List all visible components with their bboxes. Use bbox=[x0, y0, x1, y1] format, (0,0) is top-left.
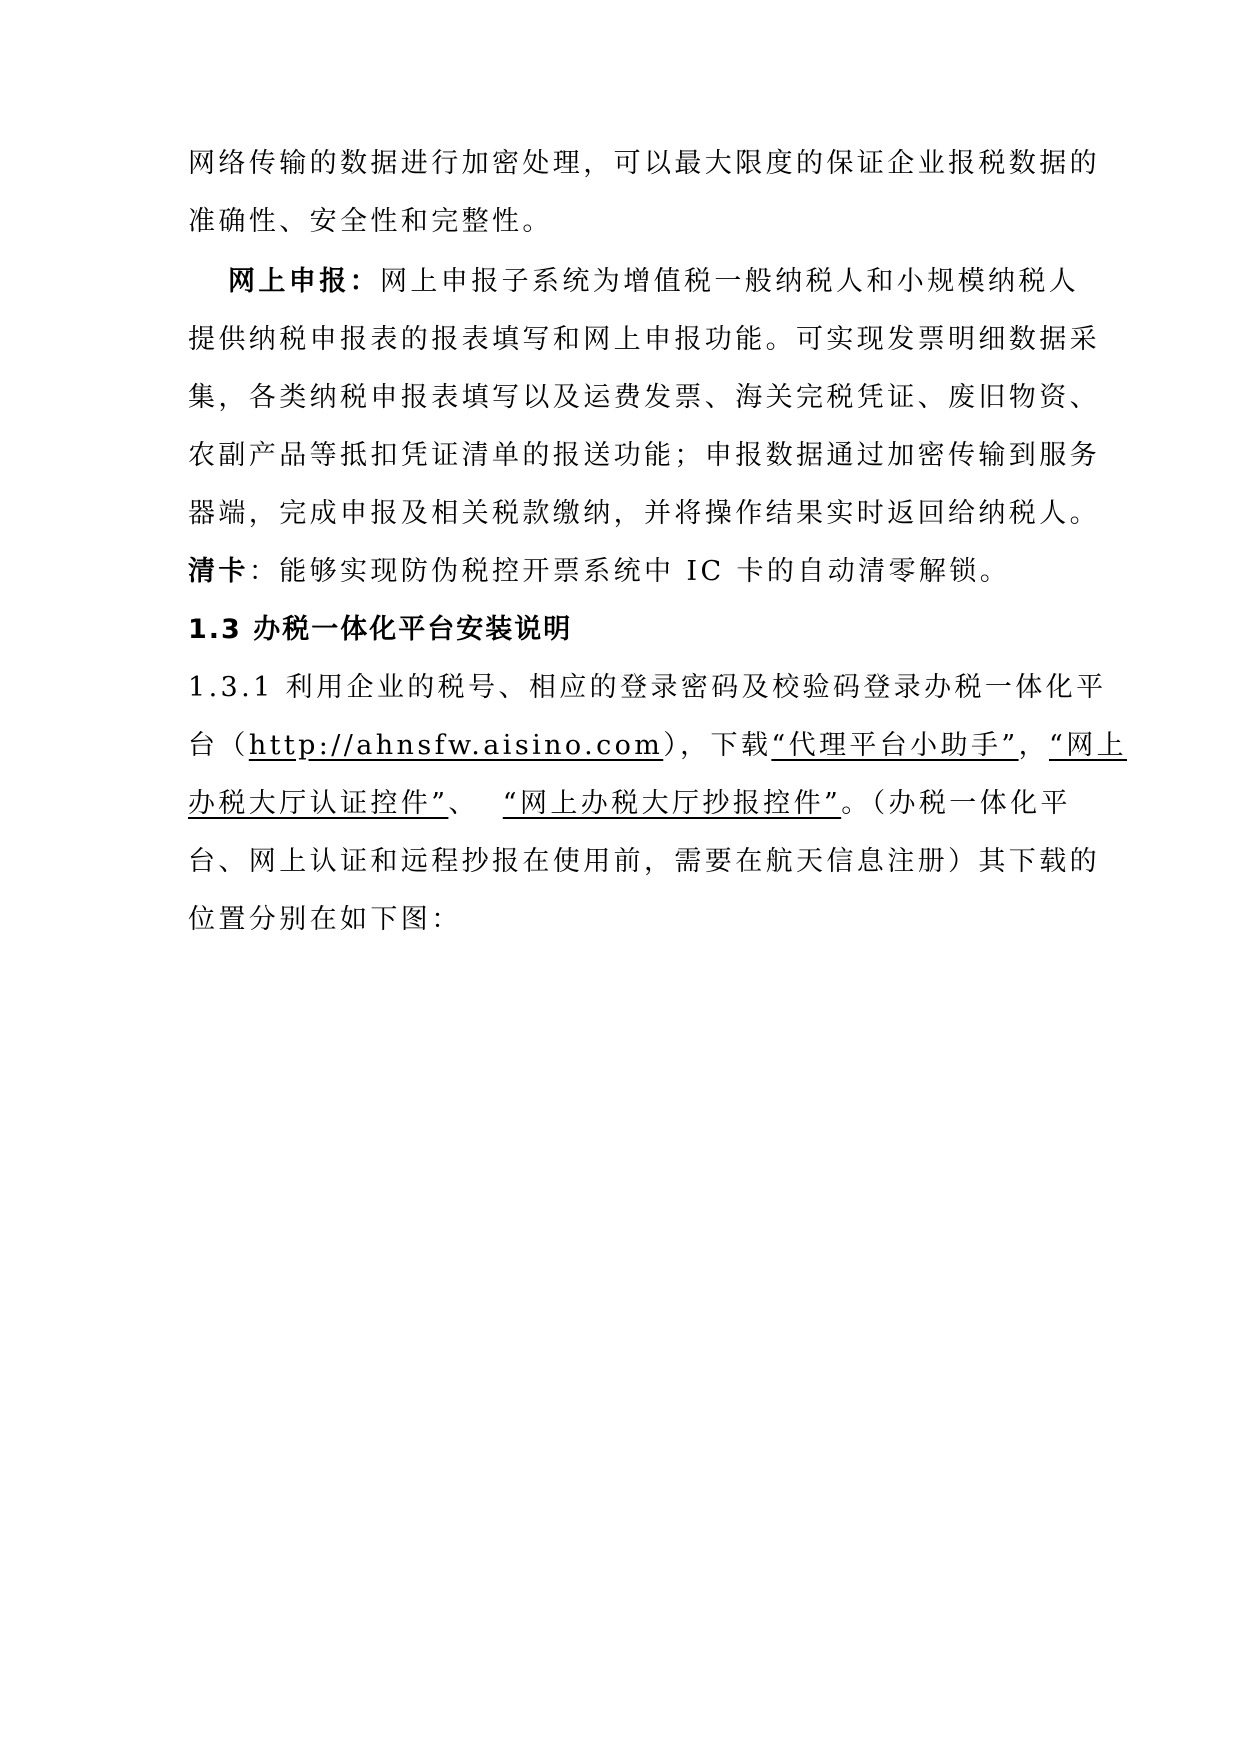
paragraph-line: 1.3.1 利用企业的税号、相应的登录密码及校验码登录办税一体化平 bbox=[188, 672, 1107, 703]
paragraph-line: 台、网上认证和远程抄报在使用前，需要在航天信息注册）其下载的 bbox=[188, 846, 1100, 877]
paragraph-line: 提供纳税申报表的报表填写和网上申报功能。可实现发票明细数据采 bbox=[188, 324, 1100, 355]
text-fragment: 。（办税一体化平 bbox=[841, 788, 1071, 819]
paragraph-line: 准确性、安全性和完整性。 bbox=[188, 206, 553, 237]
download-link-auth-control-part1[interactable]: “网上 bbox=[1048, 730, 1127, 761]
download-link-auth-control-part2[interactable]: 办税大厅认证控件” bbox=[188, 788, 449, 819]
paragraph-line: 农副产品等抵扣凭证清单的报送功能；申报数据通过加密传输到服务 bbox=[188, 440, 1100, 471]
online-filing-text: 网上申报子系统为增值税一般纳税人和小规模纳税人 bbox=[380, 266, 1080, 297]
text-fragment: 台（ bbox=[188, 730, 249, 761]
paragraph-line: 器端，完成申报及相关税款缴纳，并将操作结果实时返回给纳税人。 bbox=[188, 498, 1100, 529]
clear-card-line bbox=[188, 552, 1068, 592]
online-filing-line bbox=[228, 262, 1080, 302]
download-link-copy-control[interactable]: “网上办税大厅抄报控件” bbox=[502, 788, 842, 819]
paragraph-line bbox=[188, 784, 1071, 824]
text-fragment: ），下载 bbox=[663, 730, 772, 761]
platform-url-link[interactable]: http://ahnsfw.aisino.com bbox=[248, 730, 664, 761]
download-link-proxy-assistant[interactable]: “代理平台小助手” bbox=[771, 730, 1019, 761]
section-heading: 1.3 办税一体化平台安装说明 bbox=[188, 614, 573, 645]
paragraph-line bbox=[188, 726, 1127, 766]
clear-card-text: ：能够实现防伪税控开票系统中 IC 卡的自动清零解锁。 bbox=[248, 556, 1011, 587]
text-fragment: 、 bbox=[448, 788, 491, 819]
online-filing-term: 网上申报： bbox=[228, 266, 380, 297]
paragraph-line: 集，各类纳税申报表填写以及运费发票、海关完税凭证、废旧物资、 bbox=[188, 382, 1100, 413]
paragraph-line: 网络传输的数据进行加密处理，可以最大限度的保证企业报税数据的 bbox=[188, 148, 1100, 179]
clear-card-term: 清卡 bbox=[188, 556, 249, 587]
text-fragment: ， bbox=[1018, 730, 1049, 761]
paragraph-line: 位置分别在如下图： bbox=[188, 904, 462, 935]
